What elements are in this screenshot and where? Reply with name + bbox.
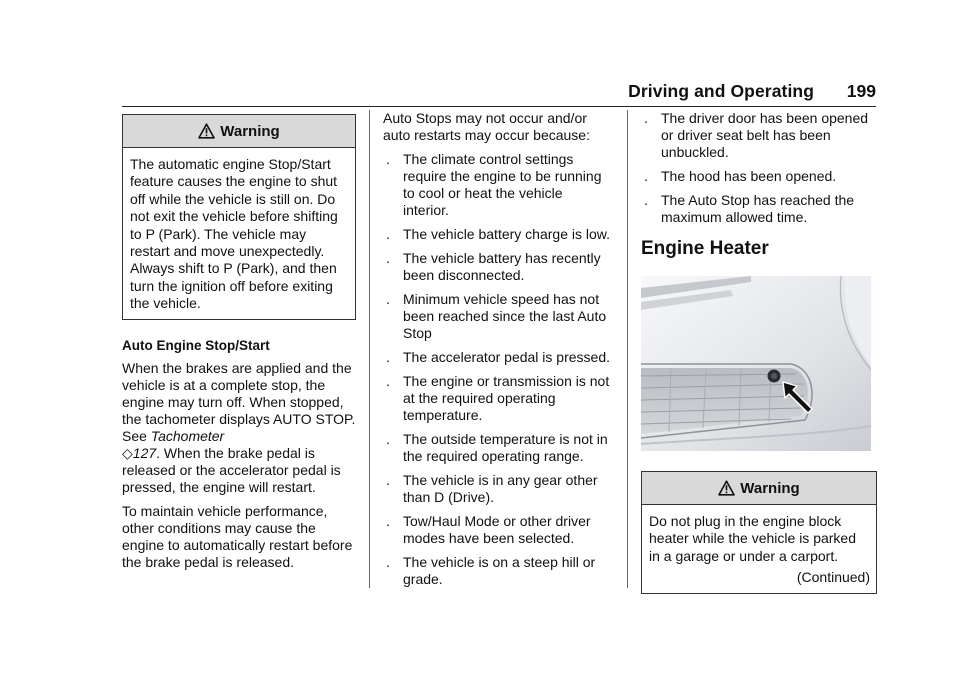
cross-reference-link[interactable]: Tachometer: [150, 427, 225, 444]
list-item: . The vehicle battery charge is low.: [386, 226, 610, 242]
list-item: . The engine or transmission is not at the required operating temperature.: [386, 373, 610, 423]
page-header: [122, 80, 876, 107]
warning-box: [122, 114, 356, 320]
bullet-list: [641, 110, 877, 226]
warning-label: Warning: [740, 479, 800, 497]
warning-label: Warning: [220, 122, 280, 140]
list-item: . The vehicle is in any gear other than D (Drive).: [386, 472, 598, 505]
engine-heater-photo: [641, 276, 871, 451]
warning-triangle-icon: [718, 480, 735, 496]
warning-triangle-icon: [198, 123, 215, 139]
warning-text: Do not plug in the engine block heater while the vehicle is parked in a garage or under a carport.: [649, 513, 857, 564]
list-item: . The outside temperature is not in the required operating range.: [386, 431, 608, 464]
list-item: . The vehicle battery has recently been disconnected.: [386, 250, 601, 283]
section-title: Driving and Operating: [628, 81, 814, 101]
bumper-illustration: [641, 276, 871, 451]
list-item: . The driver door has been opened or driver seat belt has been unbuckled.: [644, 110, 869, 160]
pointer-arrow-icon: [781, 380, 815, 414]
column-right: [641, 110, 877, 594]
subheading: Auto Engine Stop/Start: [122, 337, 270, 353]
paragraph: To maintain vehicle performance, other conditions may cause the engine to automatically restart before the brake pedal is released.: [122, 502, 353, 570]
paragraph: Auto Stops may not occur and/or auto restarts may occur because:: [383, 110, 590, 143]
column-divider: [369, 110, 370, 588]
warning-header: [123, 115, 355, 148]
list-item: . The climate control settings require the engine to be running to cool or heat the vehicle interior.: [386, 151, 602, 218]
column-middle: [383, 110, 611, 595]
list-item: . The accelerator pedal is pressed.: [386, 349, 610, 365]
page-number: 199: [846, 81, 876, 101]
list-item: . The vehicle is on a steep hill or grade.: [386, 554, 596, 587]
list-item: . Minimum vehicle speed has not been reached since the last Auto Stop: [386, 291, 607, 341]
list-item: . The hood has been opened.: [644, 168, 837, 184]
column-divider: [627, 110, 628, 588]
column-left: [122, 114, 356, 578]
warning-text: The automatic engine Stop/Start feature causes the engine to shut off while the vehicle is still on. Do not exit the vehicle before shifting to P (Park). The vehicle may restart and move unexpectedly. Always shift to P (Park), and then turn the ignition off before exiting the vehicle.: [130, 156, 338, 312]
section-heading: Engine Heater: [641, 238, 769, 259]
warning-header: [642, 472, 876, 505]
list-item: . The Auto Stop has reached the maximum allowed time.: [644, 192, 855, 225]
list-item: . Tow/Haul Mode or other driver modes have been selected.: [386, 513, 591, 546]
warning-box: [641, 471, 877, 594]
page-ref-icon: ◇: [122, 444, 133, 461]
page-reference[interactable]: 127: [132, 444, 157, 461]
paragraph: When the brakes are applied and the vehicle is at a complete stop, the engine may turn off. When stopped, the tachometer displays AUTO STOP. See Tachometer ◇127. When the brake pedal is released or the accelerator pedal is pressed, the engine will restart.: [122, 359, 356, 495]
continued-label: (Continued): [796, 569, 870, 586]
bullet-list: [383, 151, 611, 588]
